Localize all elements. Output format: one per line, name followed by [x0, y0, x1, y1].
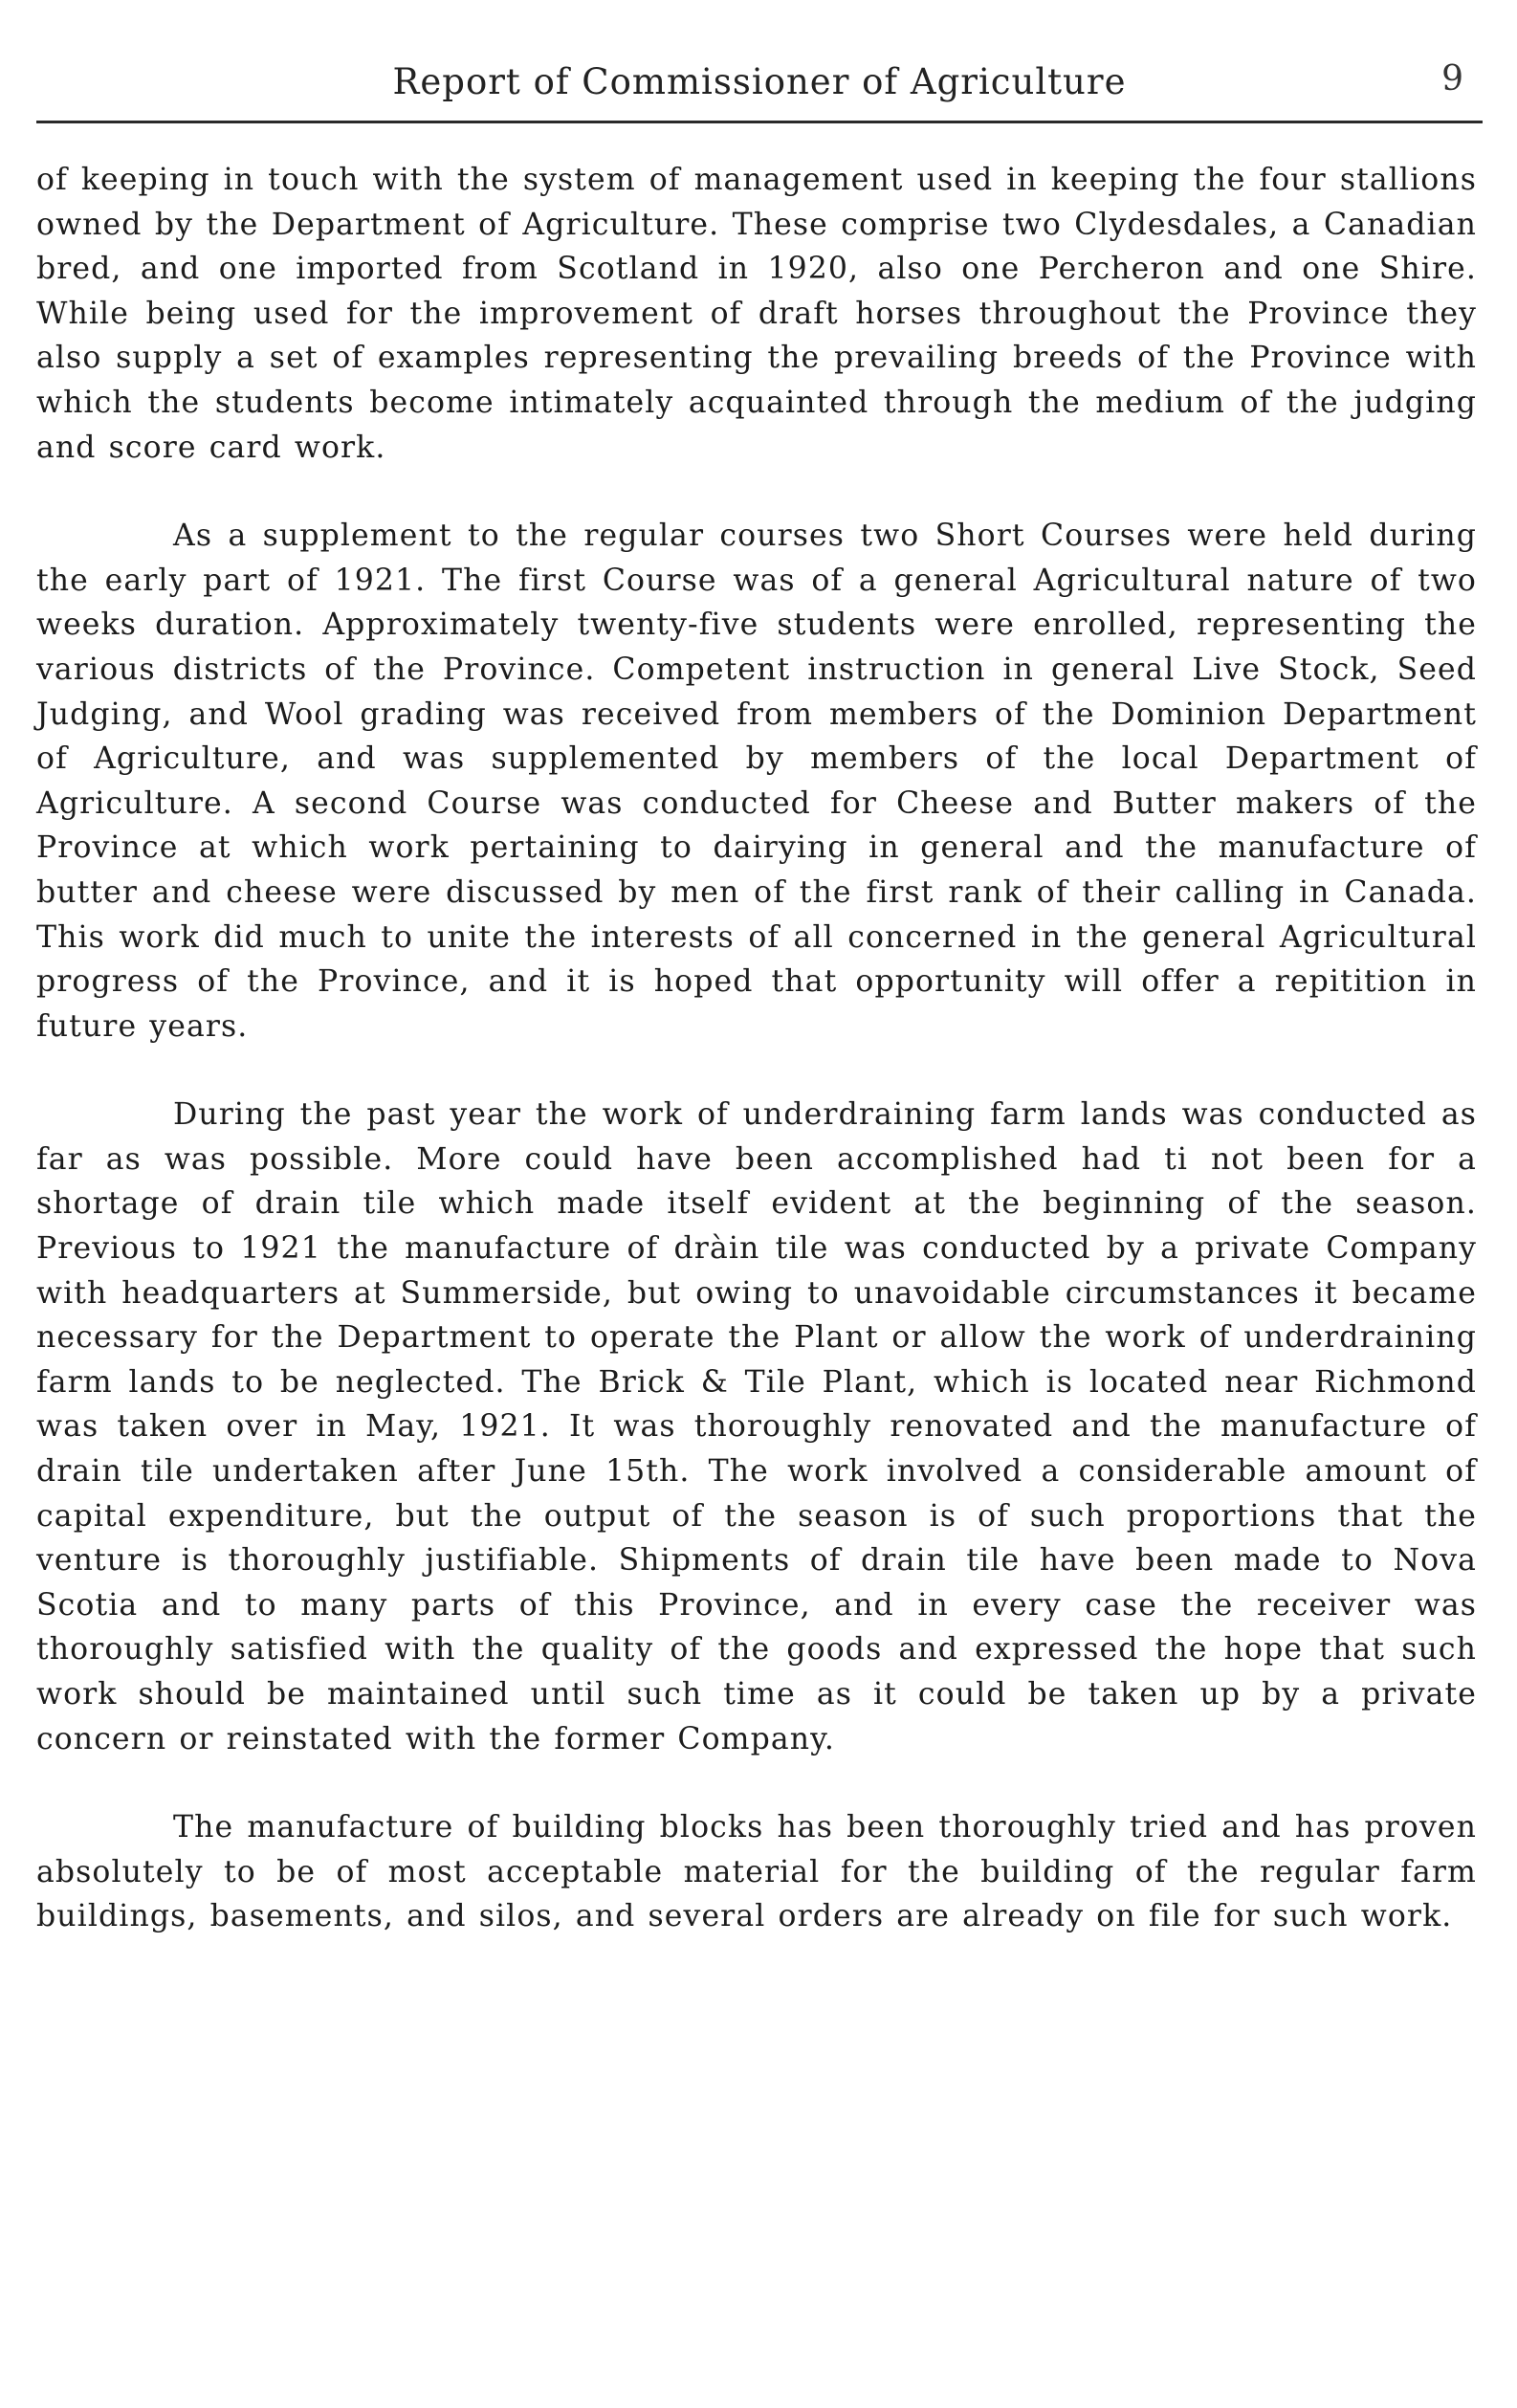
running-header [36, 55, 1483, 113]
body-text [36, 158, 1477, 1983]
running-title: Report of Commissioner of Agriculture [392, 61, 1127, 102]
paragraph-building-blocks: The manufacture of building blocks has been thoroughly tried and has proven absolutely to be of most acceptable material for the building of the regular farm buildings, basements, and silos, and several orders are already on file for such work. [36, 1810, 1477, 1934]
paragraph-short-courses: As a supplement to the regular courses two Short Courses were held during the early part of 1921. The first Course was of a general Agricultural nature of two weeks duration. Approximately twenty-five students were enrolled, representing the various districts of the Province. Competent instruction in general Live Stock, Seed Judging, and Wool grading was received from members of the Dominion Department of Agriculture, and was supplemented by members of the local Department of Agriculture. A second Course was conducted for Cheese and Butter makers of the Province at which work pertaining to dairying in general and the manufacture of butter and cheese were discussed by men of the first rank of their calling in Canada. This work did much to unite the interests of all concerned in the general Agricultural progress of the Province, and it is hoped that opportunity will offer a repitition in future years. [36, 519, 1477, 1044]
header-rule [36, 121, 1483, 123]
paragraph-stallions: of keeping in touch with the system of management used in keeping the four stallions owned by the Department of Agriculture. These comprise two Clydesdales, a Canadian bred, and one imported from Scotland in 1920, also one Percheron and one Shire. While being used for the improvement of draft horses throughout the Province they also supply a set of examples representing the prevailing breeds of the Province with which the students become intimately acquainted through the medium of the judging and score card work. [36, 163, 1477, 465]
paragraph-underdraining: During the past year the work of underdraining farm lands was conducted as far as was possible. More could have been accomplished had ti not been for a shortage of drain tile which made itself evident at the beginning of the season. Previous to 1921 the manufacture of dràin tile was conducted by a private Company with headquarters at Summerside, but owing to unavoidable circumstances it became necessary for the Department to operate the Plant or allow the work of underdraining farm lands to be neglected. The Brick & Tile Plant, which is located near Richmond was taken over in May, 1921. It was thoroughly renovated and the manufacture of drain tile undertaken after June 15th. The work involved a considerable amount of capital expenditure, but the output of the season is of such proportions that the venture is thoroughly justifiable. Shipments of drain tile have been made to Nova Scotia and to many parts of this Province, and in every case the receiver was thoroughly satisfied with the quality of the goods and expressed the hope that such work should be maintained until such time as it could be taken up by a private concern or reinstated with the former Company. [36, 1097, 1477, 1756]
page-number: 9 [1441, 59, 1463, 99]
